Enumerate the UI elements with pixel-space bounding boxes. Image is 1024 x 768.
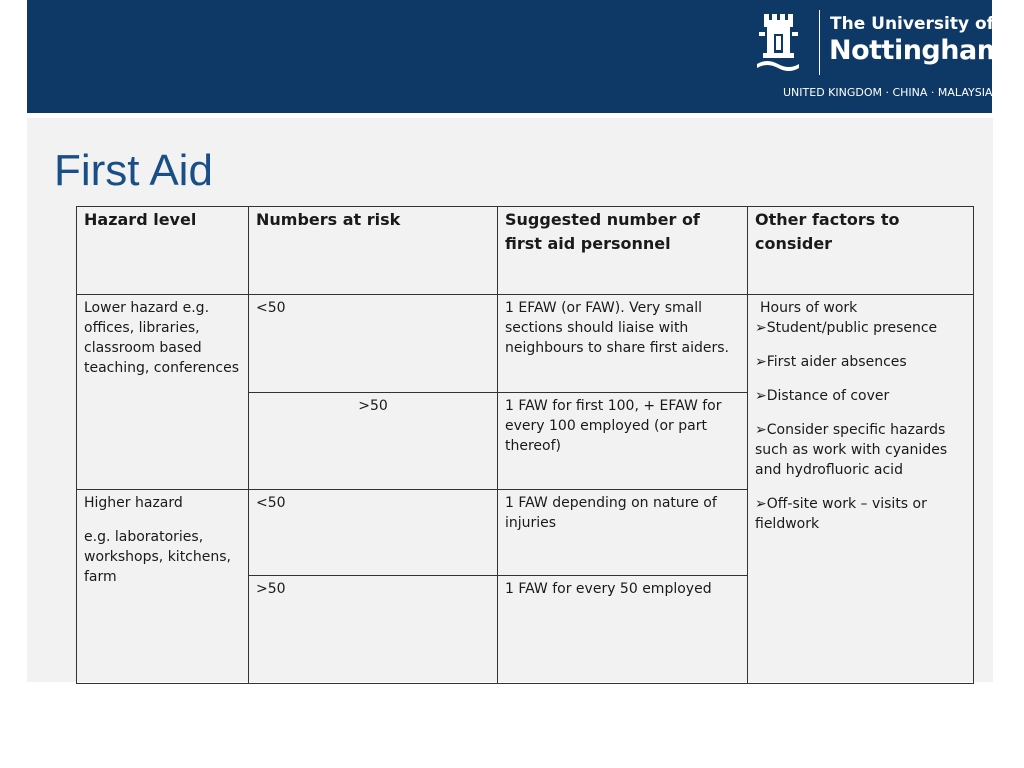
factor-item: ➢Off-site work – visits or fieldwork	[755, 496, 927, 532]
logo-tagline: UNITED KINGDOM · CHINA · MALAYSIA	[783, 86, 993, 99]
higher-hazard-examples: e.g. laboratories, workshops, kitchens, farm	[84, 529, 231, 585]
slide-title: First Aid	[54, 146, 213, 195]
factor-item: ➢First aider absences	[755, 354, 907, 370]
personnel-cell: 1 FAW for first 100, + EFAW for every 100 employed (or part thereof)	[498, 393, 748, 490]
castle-crest-icon	[755, 12, 801, 74]
higher-hazard-cell	[77, 490, 249, 684]
table-header-row	[77, 207, 974, 295]
factor-item: Hours of work	[760, 300, 858, 316]
logo-divider	[819, 10, 820, 75]
personnel-cell: 1 FAW depending on nature of injuries	[498, 490, 748, 576]
table-row	[77, 295, 974, 393]
lower-hazard-cell: Lower hazard e.g. offices, libraries, classroom based teaching, conferences	[77, 295, 249, 490]
logo-line-2: Nottingham	[829, 35, 1005, 66]
header-suggested-personnel: Suggested number of first aid personnel	[498, 207, 748, 295]
numbers-value: >50	[358, 398, 388, 414]
header-banner	[27, 0, 1005, 113]
header-numbers-at-risk: Numbers at risk	[249, 207, 498, 295]
numbers-cell: <50	[249, 490, 498, 576]
header-other-factors: Other factors to consider	[748, 207, 974, 295]
numbers-cell: <50	[249, 295, 498, 393]
higher-hazard-label: Higher hazard	[84, 495, 183, 511]
factor-item: ➢Consider specific hazards such as work with cyanides and hydrofluoric acid	[755, 422, 948, 478]
numbers-cell: >50	[249, 576, 498, 684]
factor-item: ➢Distance of cover	[755, 388, 890, 404]
first-aid-table	[76, 206, 974, 684]
personnel-cell: 1 EFAW (or FAW). Very small sections should liaise with neighbours to share first aiders.	[498, 295, 748, 393]
factor-item: ➢Student/public presence	[755, 320, 938, 336]
numbers-cell	[249, 393, 498, 490]
logo-line-1: The University of	[830, 14, 995, 34]
personnel-cell: 1 FAW for every 50 employed	[498, 576, 748, 684]
other-factors-cell	[748, 295, 974, 684]
university-logo	[755, 8, 1005, 106]
header-hazard-level: Hazard level	[77, 207, 249, 295]
